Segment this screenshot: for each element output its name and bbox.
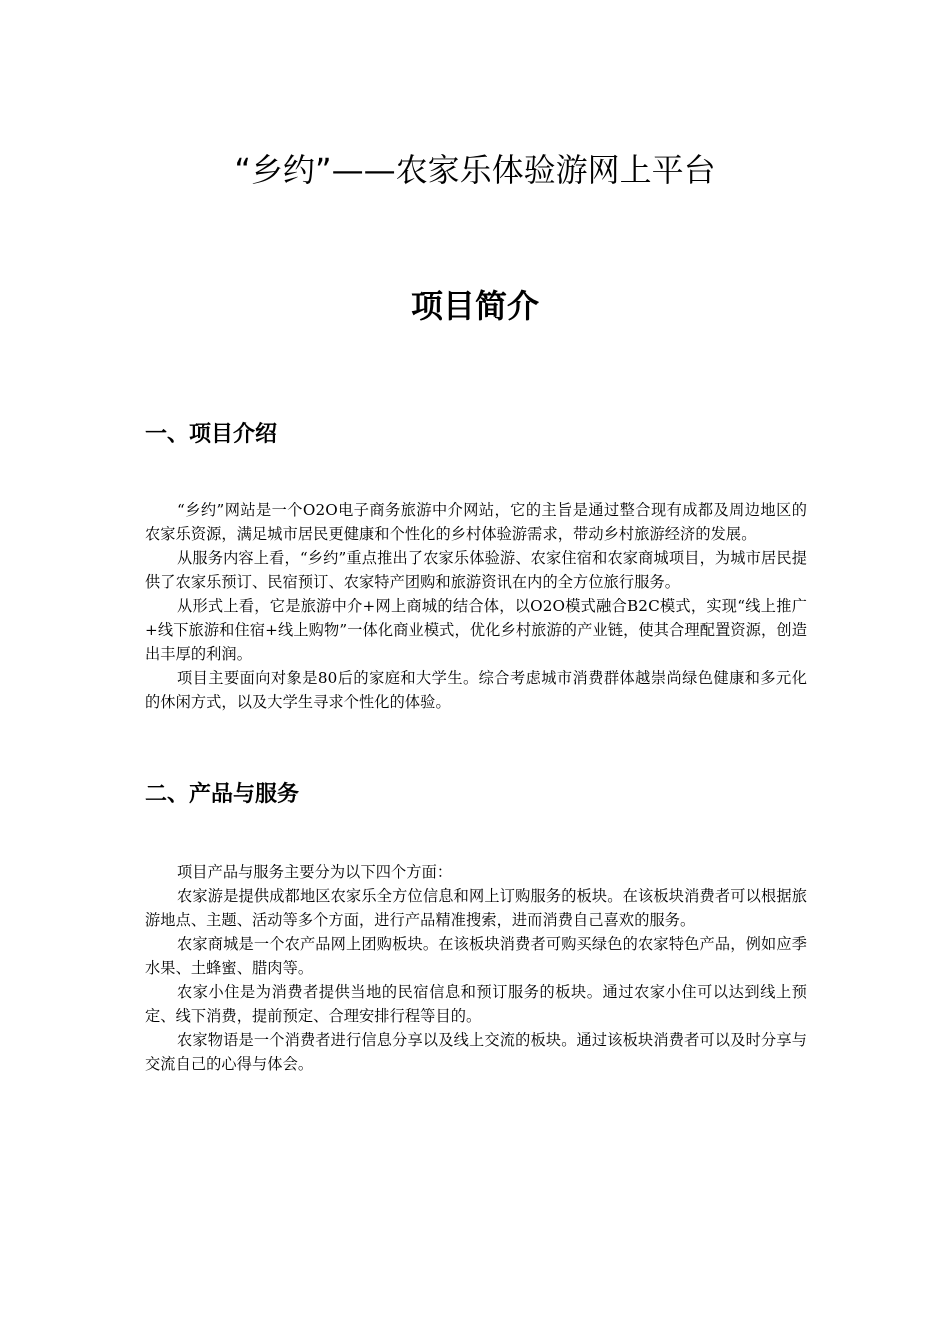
paragraph: 农家游是提供成都地区农家乐全方位信息和网上订购服务的板块。在该板块消费者可以根据旅游地点、主题、活动等多个方面，进行产品精准搜索，进而消费自己喜欢的服务。 — [145, 887, 807, 929]
paragraph: 从形式上看，它是旅游中介+网上商城的结合体，以O2O模式融合B2C模式，实现“线上推广+线下旅游和住宿+线上购物”一体化商业模式，优化乡村旅游的产业链，使其合理配置资源，创造出丰厚的利润。 — [145, 597, 807, 663]
paragraph: “乡约”网站是一个O2O电子商务旅游中介网站，它的主旨是通过整合现有成都及周边地区的农家乐资源，满足城市居民更健康和个性化的乡村体验游需求，带动乡村旅游经济的发展。 — [145, 501, 807, 543]
document-subtitle: 项目简介 — [410, 287, 539, 325]
paragraph: 农家小住是为消费者提供当地的民宿信息和预订服务的板块。通过农家小住可以达到线上预定、线下消费，提前预定、合理安排行程等目的。 — [145, 983, 807, 1025]
document-title: “乡约”——农家乐体验游网上平台 — [234, 151, 716, 189]
paragraph: 从服务内容上看，“乡约”重点推出了农家乐体验游、农家住宿和农家商城项目，为城市居民提供了农家乐预订、民宿预订、农家特产团购和旅游资讯在内的全方位旅行服务。 — [145, 549, 807, 591]
section-body-intro — [145, 498, 807, 714]
section-heading-products: 二、产品与服务 — [145, 782, 300, 807]
paragraph: 农家物语是一个消费者进行信息分享以及线上交流的板块。通过该板块消费者可以及时分享与交流自己的心得与体会。 — [145, 1031, 807, 1073]
section-body-products — [145, 860, 807, 1076]
section-heading-intro: 一、项目介绍 — [145, 422, 278, 447]
paragraph: 项目主要面向对象是80后的家庭和大学生。综合考虑城市消费群体越崇尚绿色健康和多元化的休闲方式，以及大学生寻求个性化的体验。 — [145, 669, 807, 711]
paragraph: 项目产品与服务主要分为以下四个方面： — [177, 863, 453, 881]
paragraph: 农家商城是一个农产品网上团购板块。在该板块消费者可购买绿色的农家特色产品，例如应季水果、土蜂蜜、腊肉等。 — [145, 935, 807, 977]
